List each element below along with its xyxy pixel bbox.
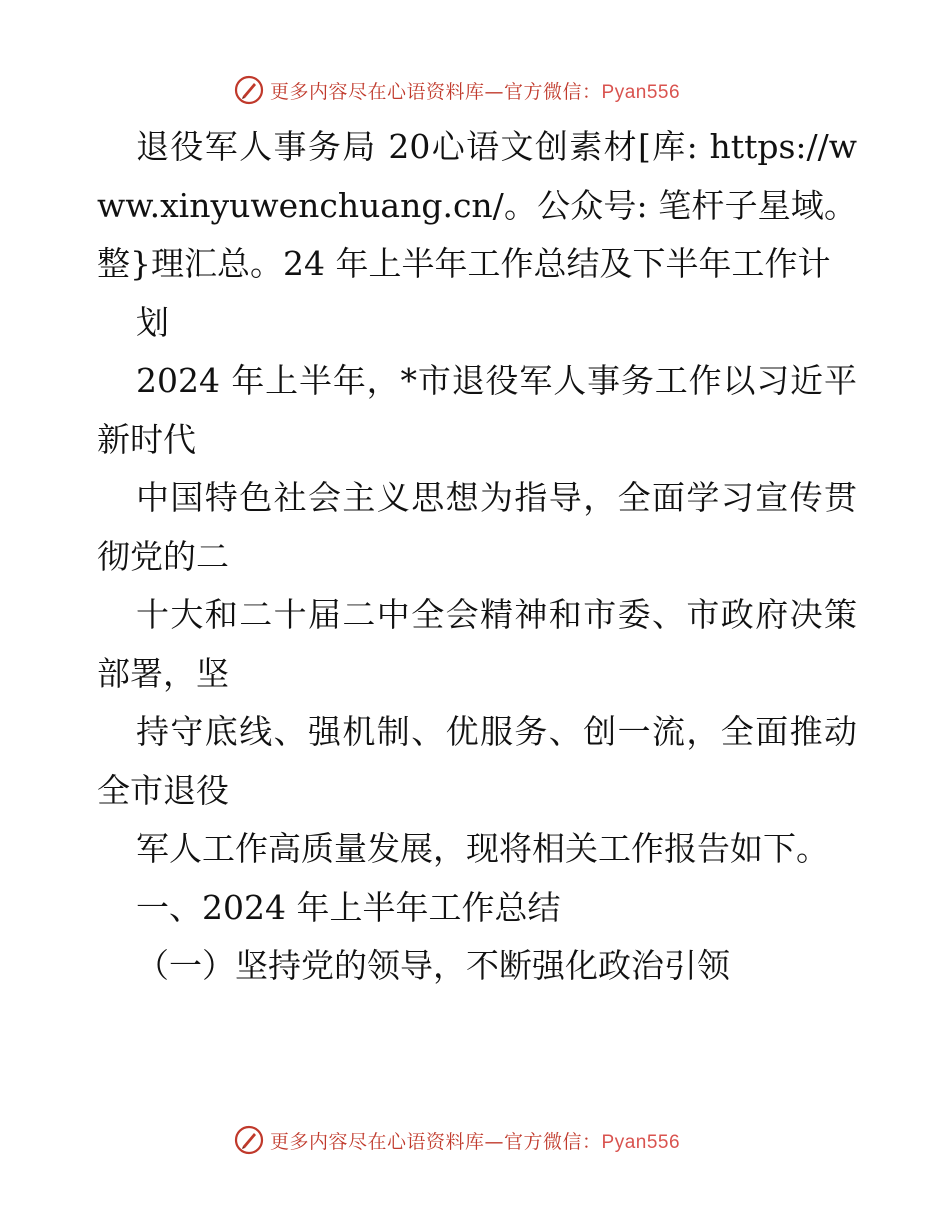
paragraph: 2024 年上半年，*市退役军人事务工作以习近平新时代 [97,361,857,459]
paragraph: 军人工作高质量发展，现将相关工作报告如下。 [136,829,829,868]
watermark-label: 更多内容尽在心语资料库—官方微信： [270,1130,602,1153]
watermark-label: 更多内容尽在心语资料库—官方微信： [270,80,602,103]
section-heading: 一、2024 年上半年工作总结 [136,887,561,927]
subsection-heading: （一）坚持党的领导，不断强化政治引领 [136,946,730,985]
quill-logo-icon [234,1125,264,1155]
paragraph: 十大和二十届二中全会精神和市委、市政府决策部署，坚 [97,595,857,693]
header-watermark [234,73,680,107]
watermark-text [270,1127,680,1154]
document-body [97,118,857,996]
watermark-text [270,77,680,104]
paragraph: 持守底线、强机制、优服务、创一流，全面推动全市退役 [97,712,857,810]
quill-logo-icon [234,75,264,105]
paragraph: 划 [136,302,169,342]
paragraph: 中国特色社会主义思想为指导，全面学习宣传贯彻党的二 [97,478,857,576]
paragraph: 退役军人事务局 20心语文创素材[库: https://www.xinyuwenchuang.cn/。公众号: 笔杆子星域。整}理汇总。24 年上半年工作总结及下半年工作计 [97,127,857,283]
watermark-id: Pyan556 [601,1131,681,1153]
footer-watermark [234,1123,680,1157]
watermark-id: Pyan556 [601,81,681,103]
